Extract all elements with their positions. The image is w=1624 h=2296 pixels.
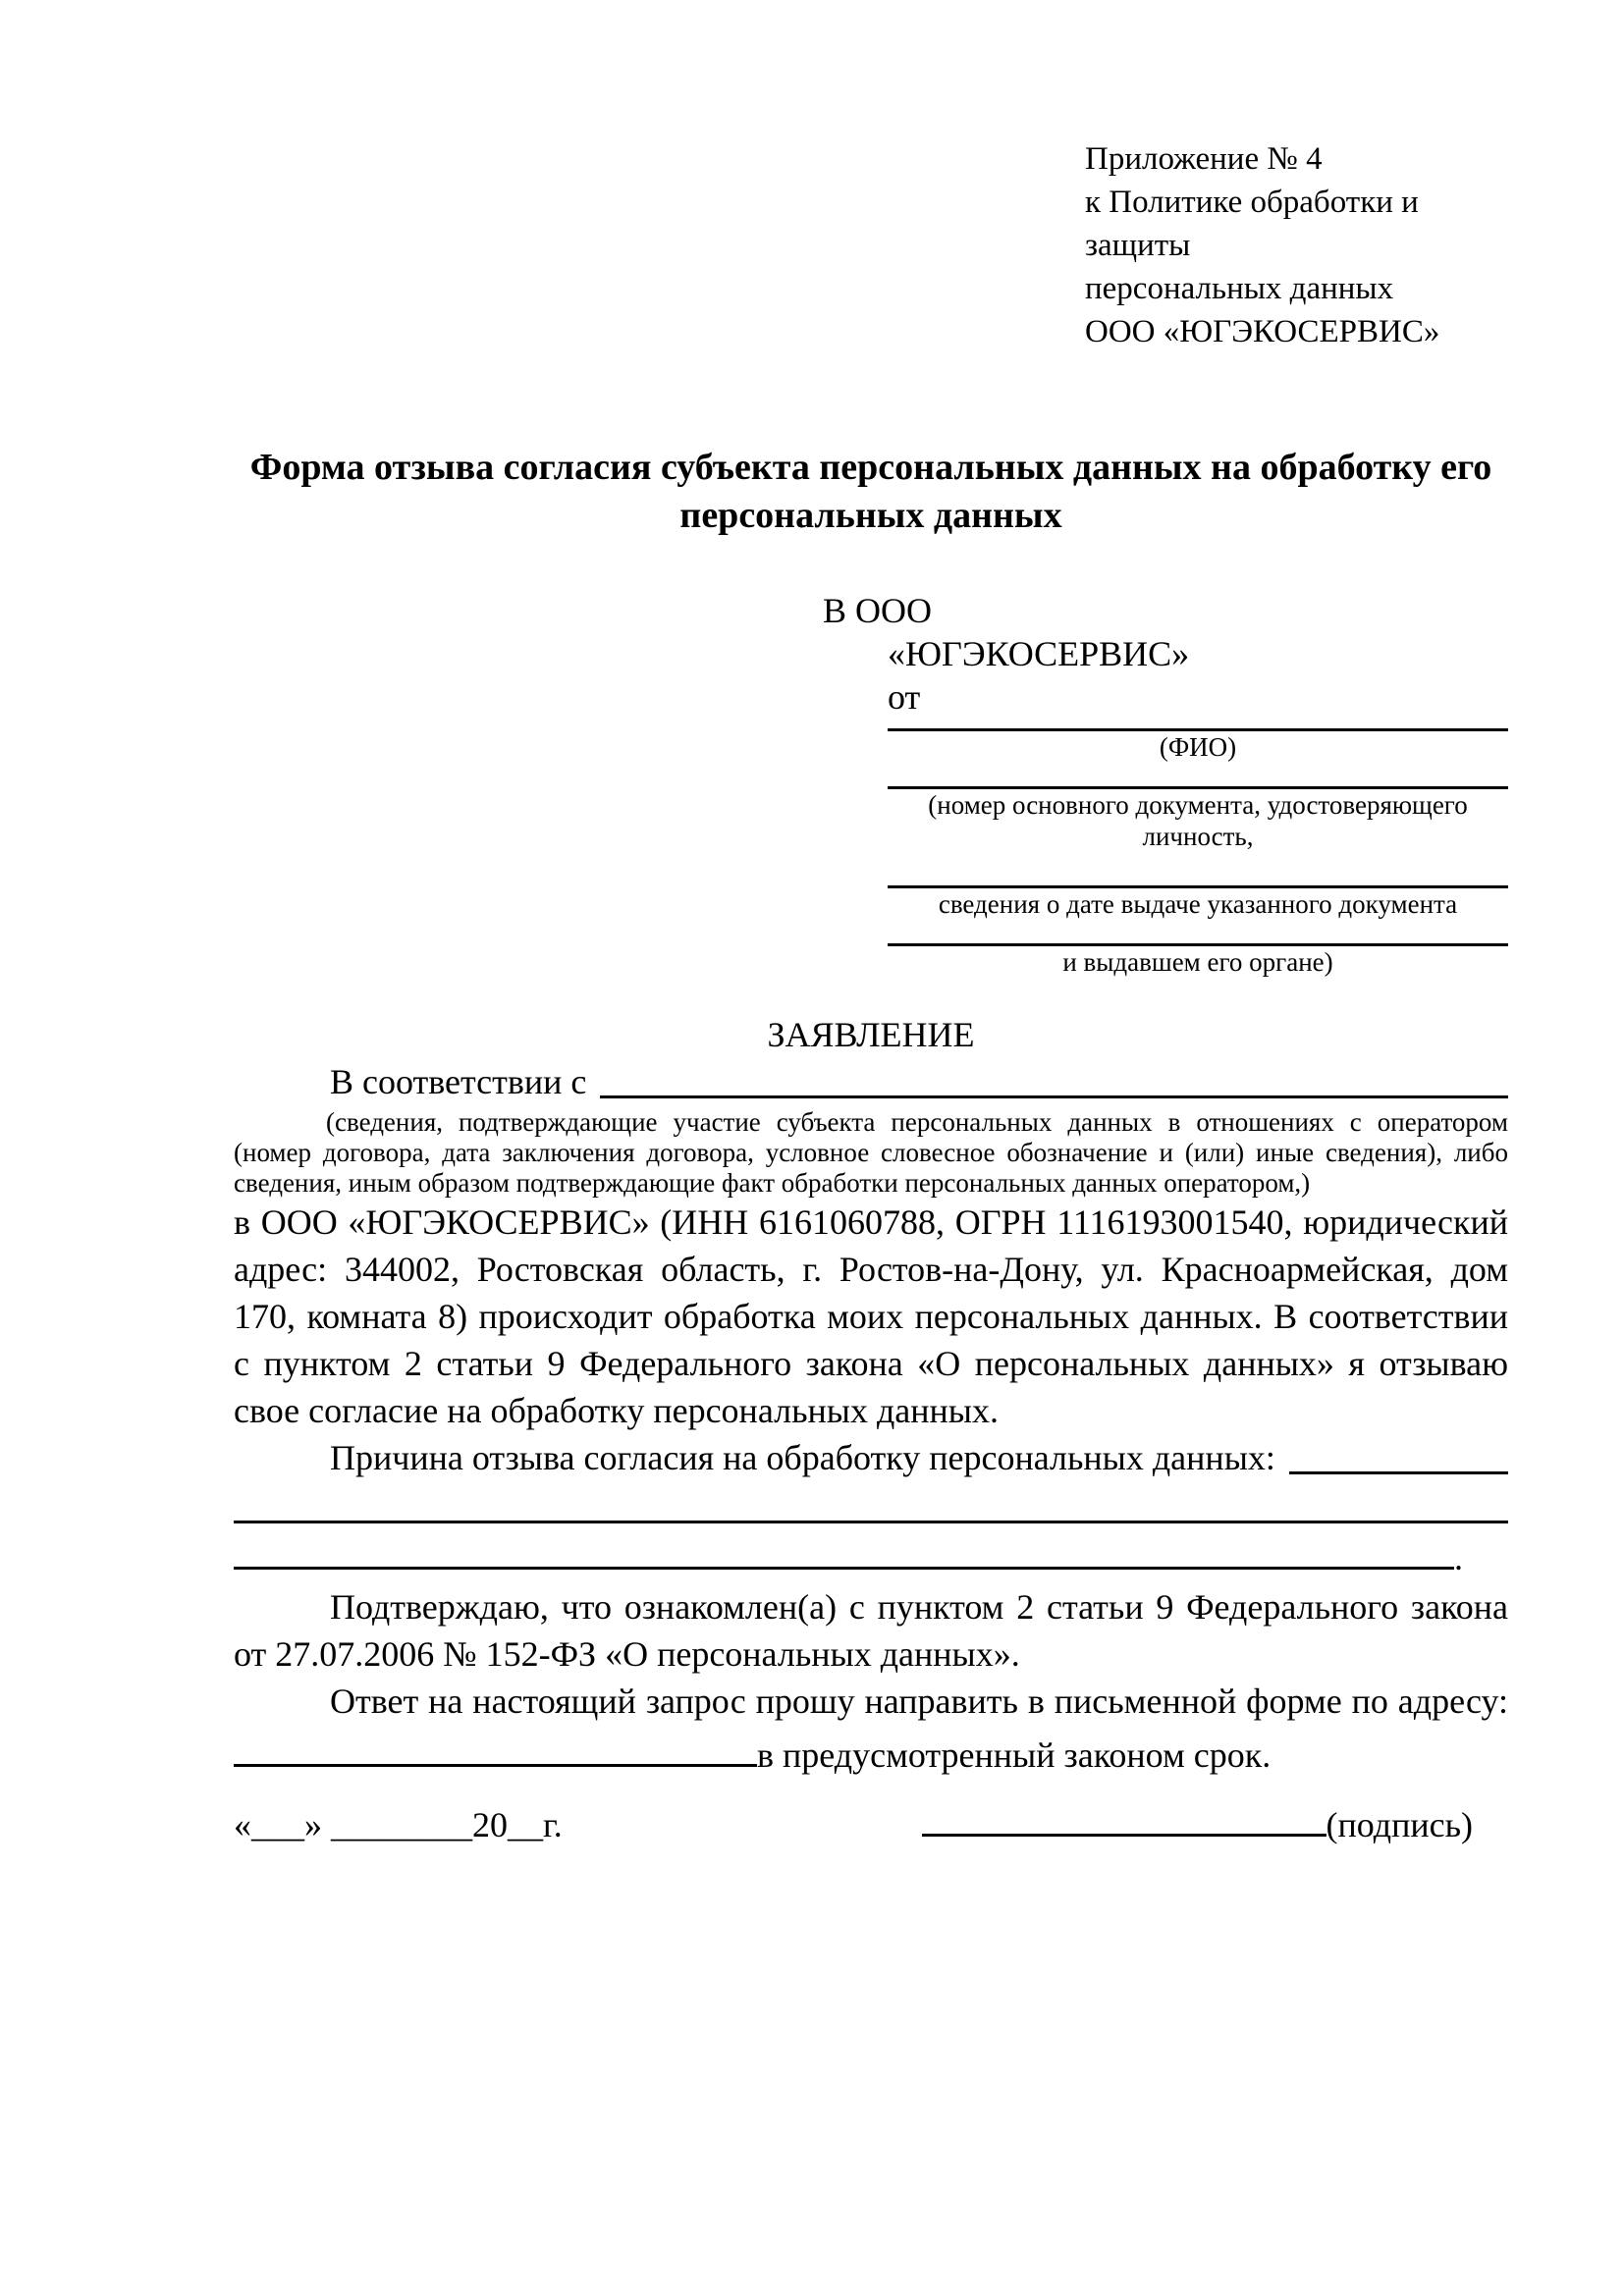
reason-terminator: . bbox=[1454, 1538, 1463, 1577]
appendix-header-line: к Политике обработки и защиты bbox=[1085, 185, 1419, 263]
reason-blank-line-segment bbox=[234, 1523, 1454, 1570]
reason-blank-line-full bbox=[234, 1481, 1508, 1523]
addressee-from-label: от bbox=[888, 677, 921, 717]
signature-caption: (подпись) bbox=[1326, 1805, 1473, 1844]
signature-row bbox=[234, 1794, 1508, 1848]
document-number-caption: (номер основного документа, удостоверяющего личность, bbox=[928, 790, 1468, 851]
reason-blank-line-short bbox=[1289, 1434, 1508, 1474]
response-line-2 bbox=[234, 1725, 1508, 1779]
footnote-text: (сведения, подтверждающие участие субъекта персональных данных в отношениях с оператором (номер договора, дата заключения договора, условное словесное обозначение и (или) иные сведения), либо сведения, иным образом подтверждающие факт обработки персональных данных оператором,) bbox=[234, 1107, 1508, 1198]
issuing-authority-caption: и выдавшем его органе) bbox=[1062, 947, 1333, 977]
addressee-org-name: «ЮГЭКОСЕРВИС» bbox=[888, 634, 1190, 673]
reason-row bbox=[234, 1434, 1508, 1481]
addressee-block bbox=[823, 589, 1508, 978]
response-suffix: в предусмотренный законом срок. bbox=[757, 1735, 1272, 1775]
signature-blank-line bbox=[922, 1794, 1326, 1837]
appendix-header-line: Приложение № 4 bbox=[1085, 141, 1323, 177]
reason-prefix: Причина отзыва согласия на обработку персональных данных: bbox=[330, 1438, 1275, 1477]
appendix-header-line: персональных данных bbox=[1085, 271, 1394, 306]
signature-group bbox=[922, 1794, 1473, 1848]
reason-blank-line-last bbox=[234, 1523, 1508, 1581]
main-paragraph: в ООО «ЮГЭКОСЕРВИС» (ИНН 6161060788, ОГРН 1116193001540, юридический адрес: 344002, Ростовская область, г. Ростов-на-Дону, ул. Красноармейская, дом 170, комната 8) происходит обработка моих персональных данных. В соответствии с пунктом 2 статьи 9 Федерального закона «О персональных данных» я отзываю свое согласие на обработку персональных данных. bbox=[234, 1202, 1508, 1430]
fio-caption: (ФИО) bbox=[1159, 732, 1237, 762]
confirmation-line-2: от 27.07.2006 № 152-ФЗ «О персональных данных». bbox=[234, 1634, 1020, 1674]
response-address-blank-line bbox=[234, 1725, 757, 1767]
document-title: Форма отзыва согласия субъекта персональных данных на обработку его персональных данных bbox=[249, 447, 1492, 536]
appendix-header bbox=[1085, 137, 1508, 353]
confirmation-line-1: Подтверждаю, что ознакомлен(а) с пунктом 2 статьи 9 Федерального закона bbox=[330, 1587, 1508, 1627]
accordance-prefix: В соответствии с bbox=[330, 1062, 587, 1101]
response-line-1: Ответ на настоящий запрос прошу направить в письменной форме по адресу: bbox=[330, 1682, 1508, 1721]
appendix-header-line: ООО «ЮГЭКОСЕРВИС» bbox=[1085, 314, 1440, 349]
accordance-row bbox=[234, 1058, 1508, 1105]
issue-date-caption: сведения о дате выдаче указанного документа bbox=[938, 889, 1458, 919]
addressee-to-prefix: В ООО bbox=[823, 591, 933, 630]
statement-heading: ЗАЯВЛЕНИЕ bbox=[767, 1015, 975, 1054]
accordance-blank-line bbox=[600, 1058, 1508, 1098]
date-placeholder: «___» ________20__г. bbox=[234, 1805, 563, 1844]
